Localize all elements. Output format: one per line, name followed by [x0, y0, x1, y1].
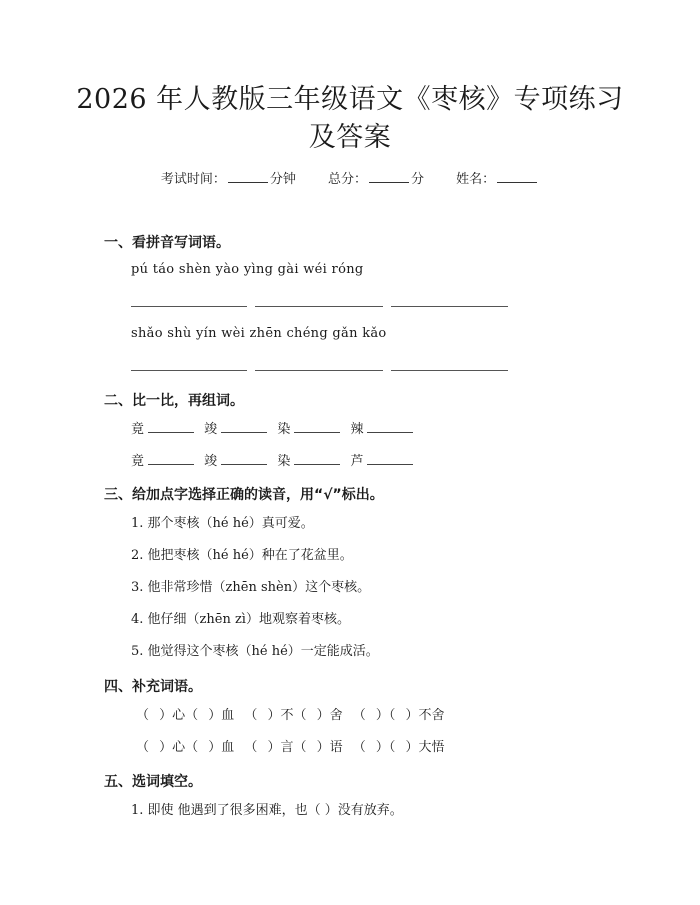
word-blank[interactable] — [148, 452, 194, 465]
compare-char: 染 — [277, 454, 291, 469]
word-blank[interactable] — [294, 420, 340, 433]
answer-line[interactable] — [131, 370, 247, 371]
answer-line[interactable] — [391, 306, 508, 307]
compare-char: 竣 — [204, 454, 218, 469]
section2-heading: 二、比一比，再组词。 — [104, 393, 244, 409]
pinyin-row-1: pú táo shèn yào yìng gài wéi róng — [131, 262, 364, 277]
compare-char: 芦 — [350, 454, 364, 469]
total-score-blank[interactable] — [369, 170, 409, 183]
question-item: 5. 他觉得这个枣核（hé hé）一定能成活。 — [131, 644, 379, 659]
answer-line[interactable] — [131, 306, 247, 307]
exam-time-blank[interactable] — [228, 170, 268, 183]
compare-char: 辣 — [350, 422, 364, 437]
compare-char: 竟 — [131, 454, 145, 469]
total-score-label: 总分： — [327, 172, 367, 187]
question-item: 1. 即使 他遇到了很多困难，也（ ）没有放弃。 — [131, 803, 403, 818]
word-blank[interactable] — [367, 420, 413, 433]
page-title-line1: 2026 年人教版三年级语文《枣核》专项练习 — [76, 84, 624, 115]
exam-meta — [0, 168, 700, 187]
answer-line[interactable] — [255, 370, 383, 371]
total-score — [328, 172, 428, 187]
total-score-unit: 分 — [411, 172, 425, 187]
answer-line[interactable] — [391, 370, 508, 371]
answer-line[interactable] — [255, 306, 383, 307]
page-title-line2: 及答案 — [308, 122, 392, 153]
compare-char: 竣 — [204, 422, 218, 437]
section5-heading: 五、选词填空。 — [104, 774, 202, 790]
section1-heading: 一、看拼音写词语。 — [104, 235, 230, 251]
question-item: 2. 他把枣核（hé hé）种在了花盆里。 — [131, 548, 353, 563]
exam-time-label: 考试时间： — [160, 172, 226, 187]
section3-heading: 三、给加点字选择正确的读音，用“√”标出。 — [104, 487, 384, 503]
word-blank[interactable] — [148, 420, 194, 433]
student-name — [456, 172, 539, 187]
word-blank[interactable] — [221, 420, 267, 433]
word-blank[interactable] — [294, 452, 340, 465]
idiom-row-2: （ ）心（ ）血 （ ）言（ ）语 （ ）（ ）大悟 — [136, 740, 445, 755]
question-item: 3. 他非常珍惜（zhēn shèn）这个枣核。 — [131, 580, 371, 595]
compare-row-2 — [131, 452, 419, 471]
question-item: 1. 那个枣核（hé hé）真可爱。 — [131, 516, 314, 531]
student-name-label: 姓名： — [456, 172, 496, 187]
question-item: 4. 他仔细（zhēn zì）地观察着枣核。 — [131, 612, 350, 627]
word-blank[interactable] — [367, 452, 413, 465]
compare-char: 竟 — [131, 422, 145, 437]
word-blank[interactable] — [221, 452, 267, 465]
exam-time-unit: 分钟 — [269, 172, 296, 187]
pinyin-row-2: shǎo shù yín wèi zhēn chéng gǎn kǎo — [131, 326, 387, 341]
exam-time — [161, 172, 300, 187]
compare-char: 染 — [277, 422, 291, 437]
section4-heading: 四、补充词语。 — [104, 679, 202, 695]
compare-row-1 — [131, 420, 419, 439]
idiom-row-1: （ ）心（ ）血 （ ）不（ ）舍 （ ）（ ）不舍 — [136, 708, 445, 723]
student-name-blank[interactable] — [497, 170, 537, 183]
